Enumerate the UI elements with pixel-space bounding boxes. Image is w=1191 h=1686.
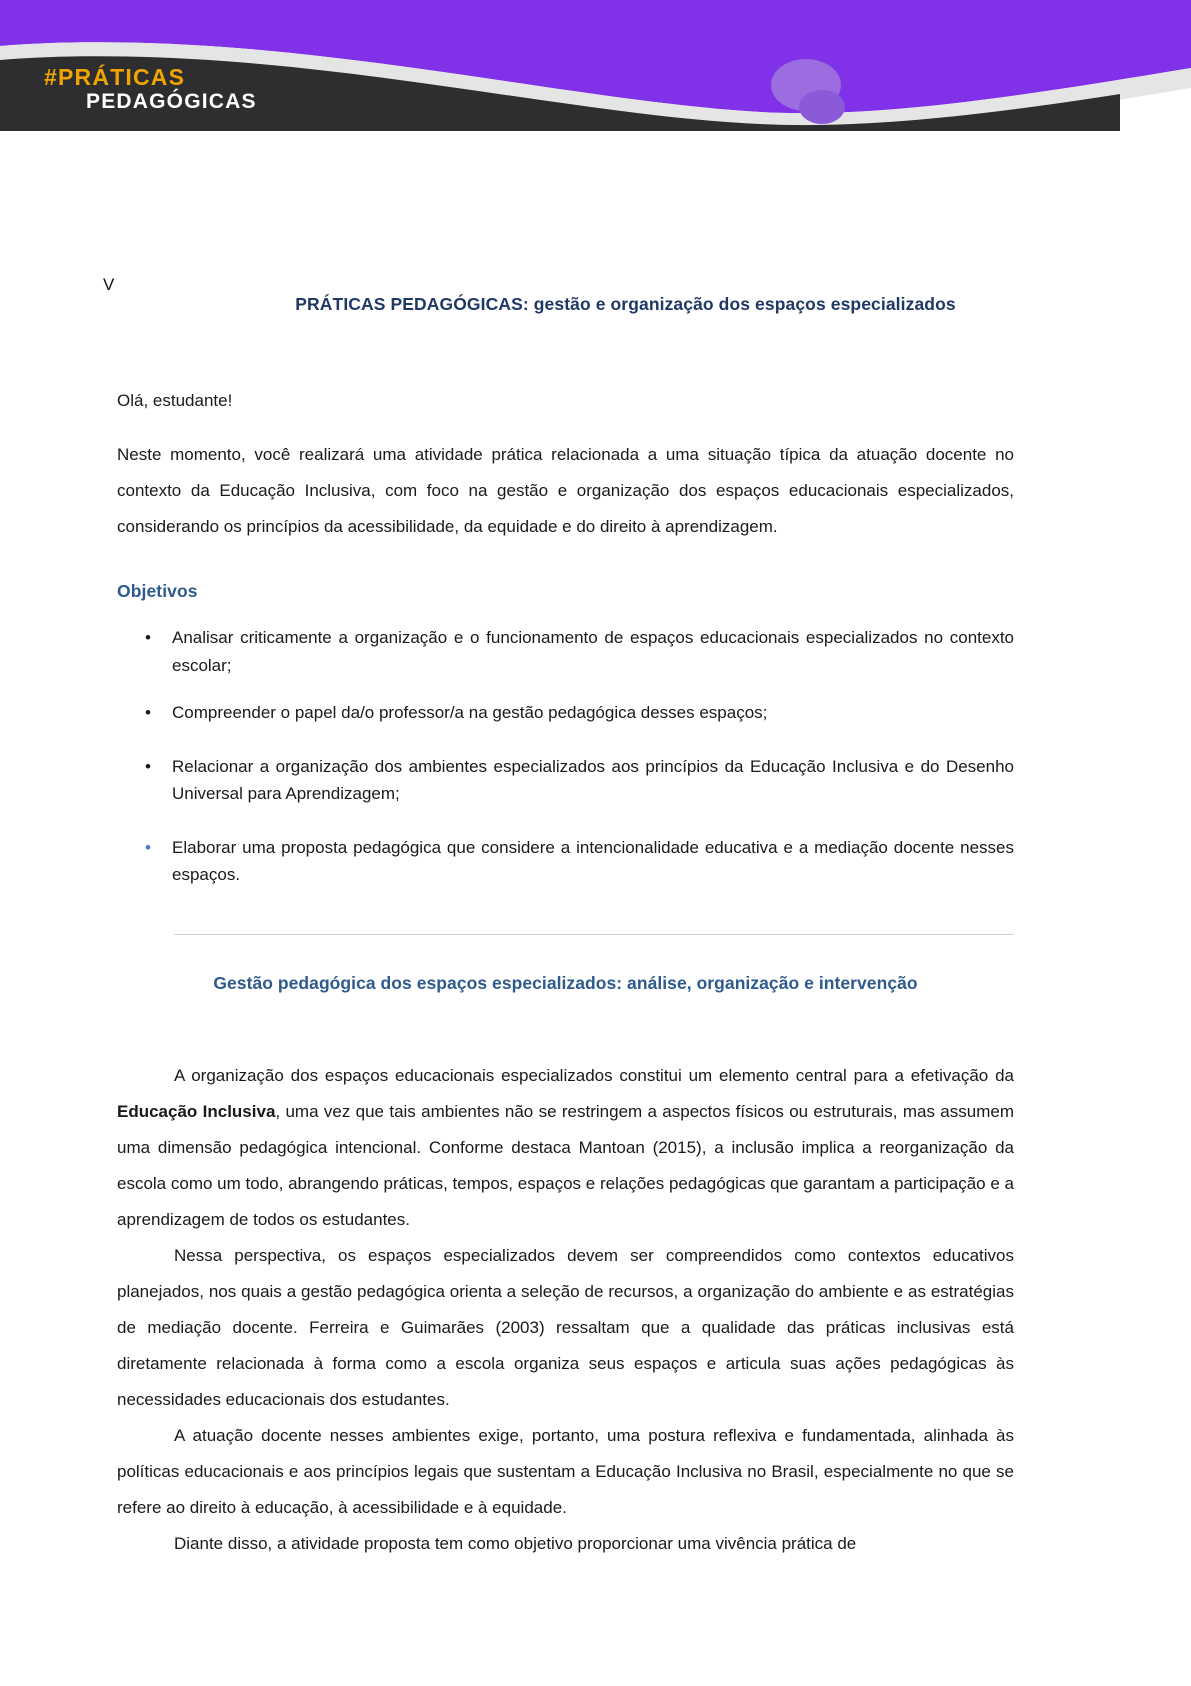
bullet-icon: • xyxy=(145,628,151,648)
article-paragraph-4: Diante disso, a atividade proposta tem como objetivo proporcionar uma vivência prática de xyxy=(174,1534,857,1554)
list-item-label: Relacionar a organização dos ambientes especializados aos princípios da Educação Inclusiva e do Desenho Universal para Aprendizagem; xyxy=(172,756,1014,804)
document-content xyxy=(117,383,1014,1562)
list-item xyxy=(117,834,1014,889)
article-paragraph-2: Nessa perspectiva, os espaços especializados devem ser compreendidos como contextos educativos planejados, nos quais a gestão pedagógica orienta a seleção de recursos, a organização do ambiente e as estratégias de mediação docente. Ferreira e Guimarães (2003) ressaltam que a qualidade das práticas inclusivas está diretamente relacionada à forma como a escola organiza seus espaços e articula suas ações pedagógicas às necessidades educacionais dos estudantes. xyxy=(117,1246,1014,1410)
bullet-icon: • xyxy=(145,756,151,776)
logo-line-1 xyxy=(44,66,257,89)
list-item-label: Analisar criticamente a organização e o funcionamento de espaços educacionais especializados no contexto escolar; xyxy=(172,628,1014,675)
brand-logo xyxy=(44,66,257,112)
header-banner xyxy=(0,0,1191,131)
subsection-heading: Gestão pedagógica dos espaços especializados: análise, organização e intervenção xyxy=(213,972,918,993)
list-item-label: Elaborar uma proposta pedagógica que considere a intencionalidade educativa e a mediação docente nesses espaços. xyxy=(172,837,1014,885)
article-paragraph-3: A atuação docente nesses ambientes exige, portanto, uma postura reflexiva e fundamentada, alinhada às políticas educacionais e aos princípios legais que sustentam a Educação Inclusiva no Brasil, especialmente no que se refere ao direito à educação, à acessibilidade e à equidade. xyxy=(117,1426,1014,1518)
objectives-heading: Objetivos xyxy=(117,581,198,602)
list-item xyxy=(117,699,1014,727)
bullet-icon: • xyxy=(145,837,151,857)
paragraph-lead: A organização dos espaços educacionais especializados constitui um elemento central para a efetivação da xyxy=(174,1065,1014,1085)
paragraph-emphasis: Educação Inclusiva xyxy=(117,1101,276,1121)
decorative-circle-small xyxy=(799,90,845,124)
greeting-text: Olá, estudante! xyxy=(117,391,233,410)
list-item-label: Compreender o papel da/o professor/a na gestão pedagógica desses espaços; xyxy=(172,703,768,723)
logo-pedagogicas-text: PEDAGÓGICAS xyxy=(86,90,257,113)
bullet-icon: • xyxy=(145,703,151,723)
hash-icon: # xyxy=(44,64,58,90)
logo-praticas-text: PRÁTICAS xyxy=(58,64,186,90)
page-title: PRÁTICAS PEDAGÓGICAS: gestão e organização dos espaços especializados xyxy=(295,294,956,314)
list-item xyxy=(117,624,1014,679)
paragraph-rest: , uma vez que tais ambientes não se restringem a aspectos físicos ou estruturais, mas assumem uma dimensão pedagógica intencional. Conforme destaca Mantoan (2015), a inclusão implica a reorganização da escola como um todo, abrangendo práticas, tempos, espaços e relações pedagógicas que garantam a participação e a aprendizagem de todos os estudantes. xyxy=(117,1101,1014,1229)
article-paragraph-1 xyxy=(117,1058,1014,1238)
stray-marker: V xyxy=(103,275,115,294)
intro-paragraph: Neste momento, você realizará uma atividade prática relacionada a uma situação típica da atuação docente no contexto da Educação Inclusiva, com foco na gestão e organização dos espaços educacionais especializados, considerando os princípios da acessibilidade, da equidade e do direito à aprendizagem. xyxy=(117,445,1014,537)
list-item xyxy=(117,753,1014,808)
section-divider xyxy=(174,934,1014,935)
objectives-list xyxy=(117,624,1014,889)
